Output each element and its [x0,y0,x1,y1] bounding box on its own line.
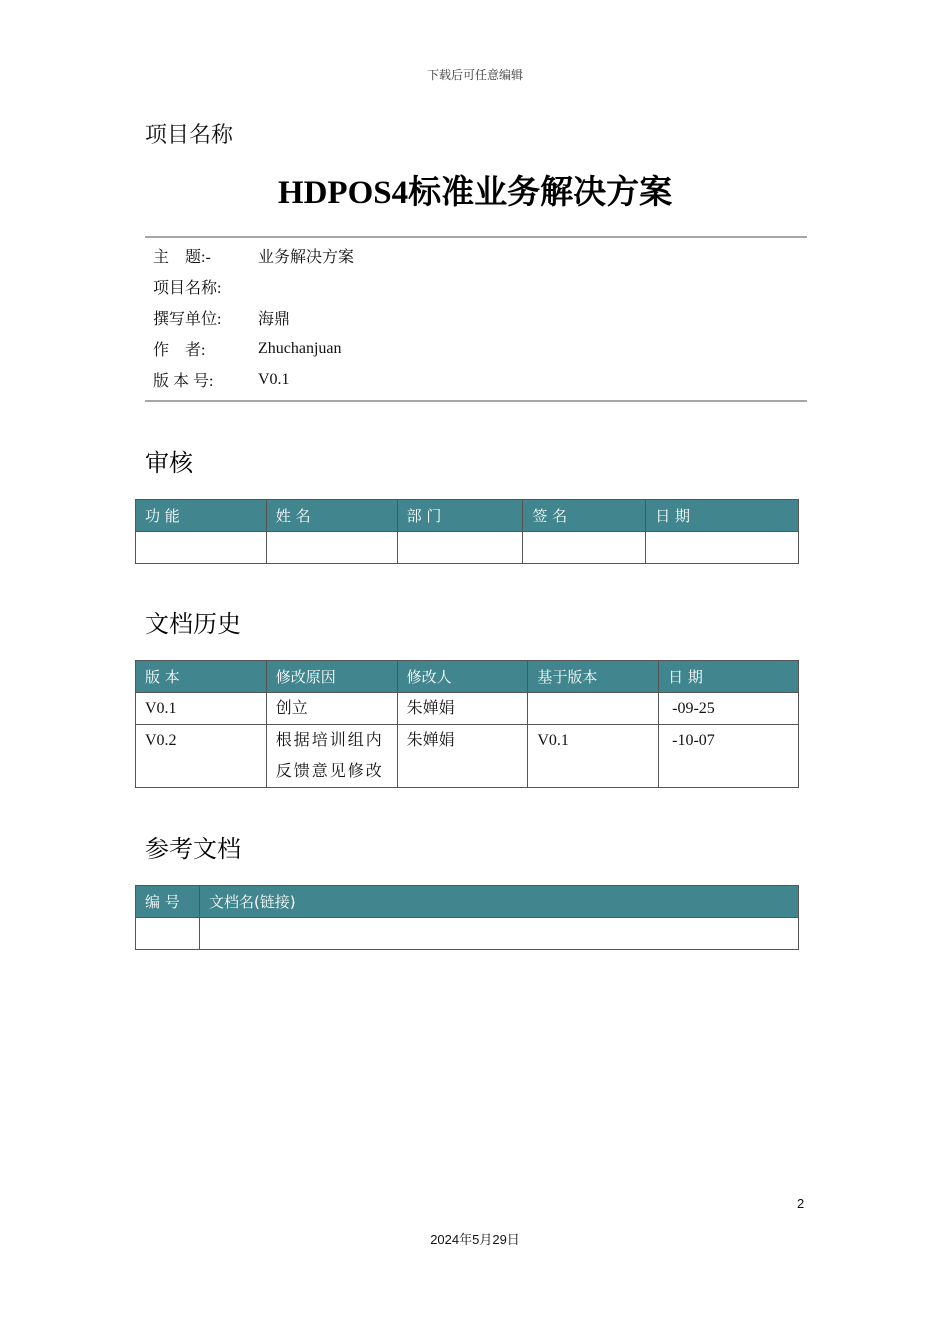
meta-key: 撰写单位: [153,311,222,328]
refs-table [135,885,799,950]
meta-row-subject [153,240,354,271]
meta-row-unit [153,302,354,333]
meta-key: 主 题:- [153,249,211,266]
refs-section-title: 参考文档 [145,835,241,863]
history-cell-date: -09-25 [659,693,799,725]
document-title: HDPOS4标准业务解决方案 [277,175,673,211]
history-header-version: 版 本 [136,661,267,693]
footer-date: 2024年5月29日 [430,1232,520,1247]
top-rule [145,236,807,238]
table-row [136,918,799,950]
history-cell-version: V0.2 [136,725,267,788]
refs-header-docname: 文档名(链接) [199,886,798,918]
history-cell-reason: 根据培训组内反馈意见修改 [266,725,397,788]
meta-key: 项目名称: [153,280,222,297]
history-header-reason: 修改原因 [266,661,397,693]
review-header-sign: 签 名 [523,500,646,532]
review-cell [523,532,646,564]
refs-cell-docname [199,918,798,950]
meta-block [153,240,354,395]
history-cell-base [528,693,659,725]
meta-row-version [153,364,354,395]
review-table [135,499,799,564]
table-row [136,693,799,725]
project-label: 项目名称 [145,123,234,148]
bottom-rule [145,400,807,402]
meta-value: 海鼎 [258,311,291,328]
history-section-title: 文档历史 [145,610,241,638]
review-header-dept: 部 门 [397,500,523,532]
history-cell-date: -10-07 [659,725,799,788]
page-number: 2 [797,1196,805,1211]
review-cell [266,532,397,564]
meta-row-author [153,333,354,364]
meta-value: V0.1 [258,370,290,388]
review-cell [646,532,799,564]
review-cell [397,532,523,564]
meta-row-project [153,271,354,302]
review-header-function: 功 能 [136,500,267,532]
review-section-title: 审核 [145,449,193,477]
history-header-date: 日 期 [659,661,799,693]
table-row [136,725,799,788]
meta-key: 作 者: [153,342,206,359]
history-header-base: 基于版本 [528,661,659,693]
history-cell-modifier: 朱婵娟 [397,725,528,788]
history-header-modifier: 修改人 [397,661,528,693]
review-cell [136,532,267,564]
history-cell-version: V0.1 [136,693,267,725]
meta-value: Zhuchanjuan [258,339,342,357]
history-table [135,660,799,788]
table-row [136,532,799,564]
history-cell-base: V0.1 [528,725,659,788]
history-cell-modifier: 朱婵娟 [397,693,528,725]
refs-cell-number [136,918,200,950]
meta-key: 版 本 号: [153,373,214,390]
meta-value: 业务解决方案 [258,249,355,266]
refs-header-number: 编 号 [136,886,200,918]
review-header-date: 日 期 [646,500,799,532]
header-note: 下载后可任意编辑 [426,68,523,82]
review-header-name: 姓 名 [266,500,397,532]
history-cell-reason: 创立 [266,693,397,725]
